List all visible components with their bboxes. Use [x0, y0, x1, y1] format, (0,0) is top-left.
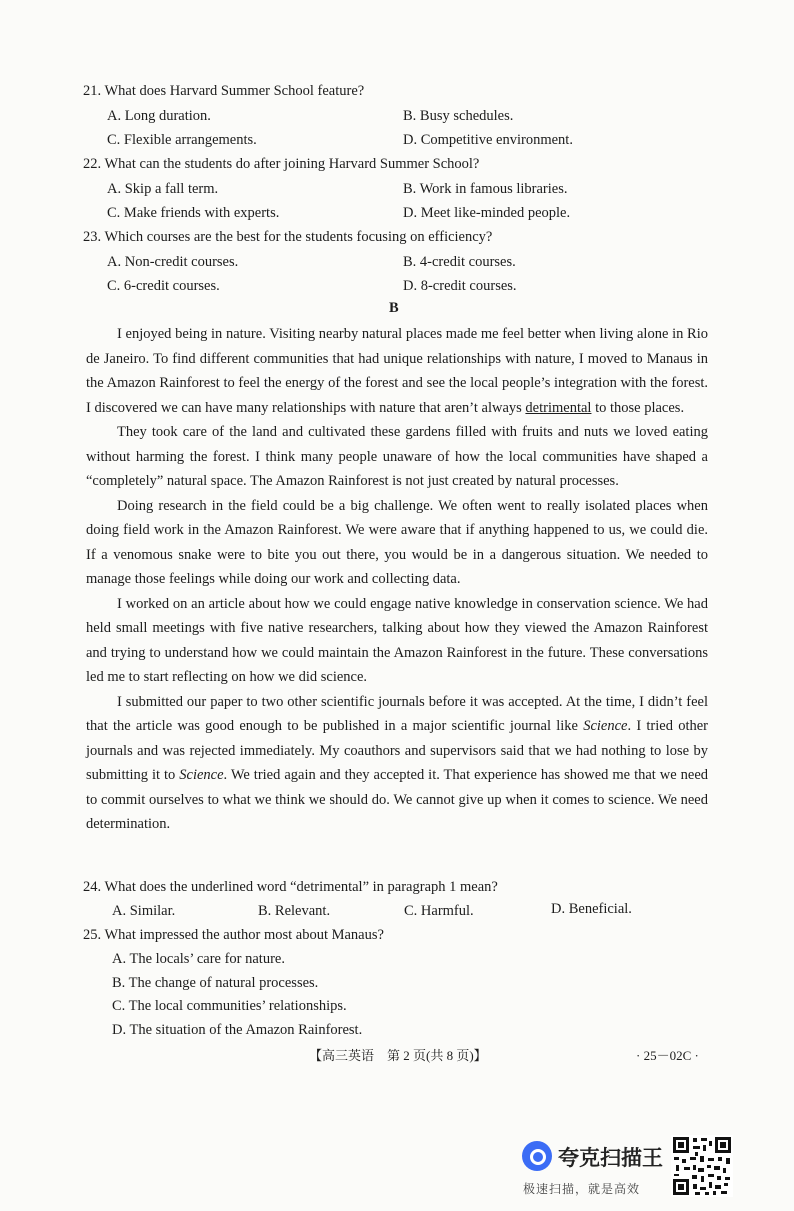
question-22-option-d: D. Meet like-minded people.	[403, 205, 571, 221]
paragraph-1-text-b: to those places.	[591, 399, 685, 416]
paragraph-1	[86, 322, 708, 420]
question-21-option-c: C. Flexible arrangements.	[107, 132, 257, 148]
paragraph-2: They took care of the land and cultivated these gardens filled with fruits and nuts we loved eating without harming the forest. I think many people unaware of how the local communities have shaped a “completely” natural space. The Amazon Rainforest is not just created by natural processes.	[86, 424, 708, 489]
question-23-option-c: C. 6-credit courses.	[107, 278, 220, 294]
paragraph-5-text-b: . I tried other journals and was rejected immediately. My coauthors and supervisors said that we had nothing to lose by submitting it to	[86, 718, 708, 783]
question-22-stem: 22. What can the students do after joining Harvard Summer School?	[83, 156, 480, 172]
question-23-option-d: D. 8-credit courses.	[403, 278, 517, 294]
question-22-option-c: C. Make friends with experts.	[107, 205, 280, 221]
question-21-option-d: D. Competitive environment.	[403, 132, 573, 148]
question-25-option-c: C. The local communities’ relationships.	[112, 998, 347, 1014]
paragraph-5-text-c: . We tried again and they accepted it. That experience has showed me that we need to commit ourselves to what we think we should do. We cannot give up when it comes to science. We need determination.	[86, 767, 709, 832]
question-25-stem: 25. What impressed the author most about Manaus?	[83, 927, 384, 943]
question-24-option-a: A. Similar.	[112, 903, 176, 919]
question-25-option-a: A. The locals’ care for nature.	[112, 951, 285, 967]
journal-name: Science	[583, 718, 628, 734]
question-22-option-a: A. Skip a fall term.	[107, 181, 219, 197]
question-23-stem: 23. Which courses are the best for the students focusing on efficiency?	[83, 229, 493, 245]
question-24-option-c: C. Harmful.	[404, 903, 474, 919]
paragraph-5-text-a: I submitted our paper to two other scientific journals before it was accepted. At the time, I didn’t feel that the article was good enough to be published in a major scientific journal like	[86, 693, 708, 734]
question-24-stem: 24. What does the underlined word “detrimental” in paragraph 1 mean?	[83, 879, 498, 895]
underlined-word: detrimental	[525, 399, 592, 416]
question-21-option-b: B. Busy schedules.	[403, 108, 514, 124]
question-25-option-d: D. The situation of the Amazon Rainforest.	[112, 1022, 363, 1038]
quark-logo-icon	[522, 1141, 552, 1171]
question-23-option-b: B. 4-credit courses.	[403, 254, 516, 270]
scanner-brand: 夸克扫描王	[558, 1146, 663, 1170]
question-25-option-b: B. The change of natural processes.	[112, 975, 319, 991]
qr-code-icon	[671, 1135, 733, 1197]
journal-name: Science	[179, 767, 224, 783]
question-23-option-a: A. Non-credit courses.	[107, 254, 239, 270]
scanner-tagline: 极速扫描，就是高效	[523, 1182, 641, 1196]
page-footer: 【高三英语 第 2 页(共 8 页)】	[309, 1048, 487, 1063]
question-21-stem: 21. What does Harvard Summer School feature?	[83, 83, 365, 99]
paragraph-3: Doing research in the field could be a big challenge. We often went to really isolated places when doing field work in the Amazon Rainforest. We were aware that if anything happened to us, we could die. If a venomous snake were to bite you out there, you would be in a dangerous situation. We needed to manage those feelings while doing our work and collecting data.	[86, 497, 708, 587]
question-24-option-b: B. Relevant.	[258, 903, 331, 919]
paragraph-5	[86, 690, 708, 837]
paragraph-4: I worked on an article about how we could engage native knowledge in conservation science. We had held small meetings with five native researchers, talking about how they viewed the Amazon Rainforest and trying to understand how we could maintain the Amazon Rainforest in the future. These conversations led me to start reflecting on how we did science.	[86, 595, 708, 685]
reading-passage	[86, 322, 708, 837]
question-21-option-a: A. Long duration.	[107, 108, 211, 124]
section-heading: B	[389, 300, 399, 316]
question-24-option-d: D. Beneficial.	[551, 901, 632, 917]
exam-code: · 25－02C ·	[636, 1048, 699, 1063]
paragraph-1-text-a: I enjoyed being in nature. Visiting nearby natural places made me feel better when living alone in Rio de Janeiro. To find different communities that had unique relationships with nature, I moved to Manaus in the Amazon Rainforest to feel the energy of the forest and see the local people’s integration with the forest. I discovered we can have many relationships with nature that aren’t always	[86, 326, 708, 416]
question-22-option-b: B. Work in famous libraries.	[403, 181, 568, 197]
